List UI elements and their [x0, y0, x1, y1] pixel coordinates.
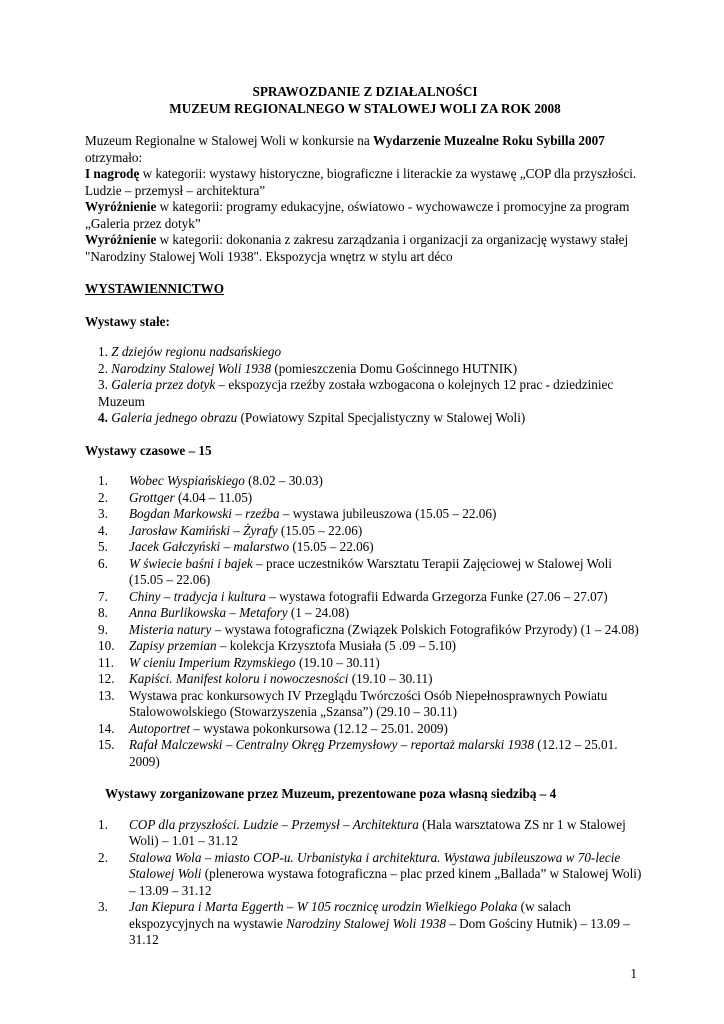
award-1-text: w kategorii: wystawy historyczne, biograficzne i literackie za wystawę „COP dla przyszłości. Ludzie – przemysł – architektura”: [85, 166, 637, 198]
award-2-label: Wyróżnienie: [85, 199, 157, 214]
list-item: 2. Grottger (4.04 – 11.05): [98, 489, 253, 505]
award-first-prize: [85, 166, 645, 199]
temporary-list: [85, 473, 645, 770]
list-item: 9. Misteria natury – wystawa fotograficzna (Związek Polskich Fotografików Przyrody) (1 – 24.08): [98, 621, 639, 637]
outside-list: [85, 817, 645, 949]
permanent-item: 3. Galeria przez dotyk – ekspozycja rzeźby została wzbogacona o kolejnych 12 prac - dziedziniec Muzeum: [98, 377, 614, 409]
list-item: 2. Stalowa Wola – miasto COP-u. Urbanistyka i architektura. Wystawa jubileuszowa w 70-lecie Stalowej Woli (plenerowa wystawa fotograficzna – plac przed kinem „Ballada” w Stalowej Woli) – 13.09 – 31.12: [98, 849, 642, 898]
intro-received: otrzymało:: [85, 149, 143, 165]
intro-text: Muzeum Regionalne w Stalowej Woli w konkursie na: [85, 133, 374, 148]
list-item: 3. Bogdan Markowski – rzeźba – wystawa jubileuszowa (15.05 – 22.06): [98, 506, 497, 521]
document-title: [85, 84, 645, 117]
permanent-heading: Wystawy stałe:: [85, 313, 170, 329]
list-item: 4. Jarosław Kamiński – Żyrafy (15.05 – 22.06): [98, 522, 363, 538]
list-item: 8. Anna Burlikowska – Metafory (1 – 24.08): [98, 605, 350, 620]
award-1-label: I nagrodę: [85, 166, 140, 181]
award-distinction-2: [85, 232, 645, 265]
title-line-2: MUZEUM REGIONALNEGO W STALOWEJ WOLI ZA ROK 2008: [169, 100, 561, 116]
list-item: 15. Rafał Malczewski – Centralny Okręg Przemysłowy – reportaż malarski 1938 (12.12 – 25.01. 2009): [98, 737, 618, 769]
permanent-item: 2. Narodziny Stalowej Woli 1938 (pomieszczenia Domu Gościnnego HUTNIK): [98, 360, 518, 376]
title-line-1: SPRAWOZDANIE Z DZIAŁALNOŚCI: [252, 84, 478, 99]
award-2-text: w kategorii: programy edukacyjne, oświatowo - wychowawcze i promocyjne za program „Galeria przez dotyk”: [85, 199, 630, 231]
list-item: 1. COP dla przyszłości. Ludzie – Przemysł – Architektura (Hala warsztatowa ZS nr 1 w Stalowej Woli) – 1.01 – 31.12: [98, 816, 626, 848]
list-item: 11. W cieniu Imperium Rzymskiego (19.10 – 30.11): [98, 654, 380, 670]
intro-block: [85, 133, 645, 265]
temporary-heading: Wystawy czasowe – 15: [85, 442, 212, 458]
award-distinction-1: [85, 199, 645, 232]
permanent-item: 4. Galeria jednego obrazu (Powiatowy Szpital Specjalistyczny w Stalowej Woli): [98, 410, 526, 425]
list-item: 5. Jacek Gałczyński – malarstwo (15.05 – 22.06): [98, 539, 374, 554]
list-item: 13. Wystawa prac konkursowych IV Przeglądu Twórczości Osób Niepełnosprawnych Powiatu Stalowowolskiego (Stowarzyszenia „Szansa”) (29.10 – 30.11): [98, 687, 608, 719]
permanent-list: [85, 344, 645, 427]
list-item: 14. Autoportret – wystawa pokonkursowa (12.12 – 25.01. 2009): [98, 720, 448, 736]
list-item: 7. Chiny – tradycja i kultura – wystawa fotografii Edwarda Grzegorza Funke (27.06 – 27.07): [98, 588, 608, 604]
list-item: 3. Jan Kiepura i Marta Eggerth – W 105 rocznicę urodzin Wielkiego Polaka (w salach ekspozycyjnych na wystawie Narodziny Stalowej Woli 1938 – Dom Gościny Hutnik) – 13.09 – 31.12: [98, 899, 630, 947]
permanent-item: 1. Z dziejów regionu nadsańskiego: [98, 344, 282, 359]
list-item: 1. Wobec Wyspiańskiego (8.02 – 30.03): [98, 473, 323, 488]
list-item: 6. W świecie baśni i bajek – prace uczestników Warsztatu Terapii Zajęciowej w Stalowej Woli (15.05 – 22.06): [98, 555, 612, 587]
list-item: 10. Zapisy przemian – kolekcja Krzysztofa Musiała (5 .09 – 5.10): [98, 638, 457, 653]
contest-name: Wydarzenie Muzealne Roku Sybilla 2007: [373, 133, 605, 148]
award-3-text: w kategorii: dokonania z zakresu zarządzania i organizacji za organizację wystawy stałej "Narodziny Stalowej Woli 1938". Ekspozycja wnętrz w stylu art déco: [85, 232, 629, 264]
section-heading: WYSTAWIENNICTWO: [85, 281, 224, 296]
list-item: 12. Kapiści. Manifest koloru i nowoczesności (19.10 – 30.11): [98, 671, 433, 686]
page-number: 1: [630, 966, 637, 981]
intro-paragraph: [85, 133, 645, 166]
award-3-label: Wyróżnienie: [85, 232, 157, 247]
outside-heading: Wystawy zorganizowane przez Muzeum, prezentowane poza własną siedzibą – 4: [105, 786, 557, 801]
document-page: [85, 84, 645, 949]
